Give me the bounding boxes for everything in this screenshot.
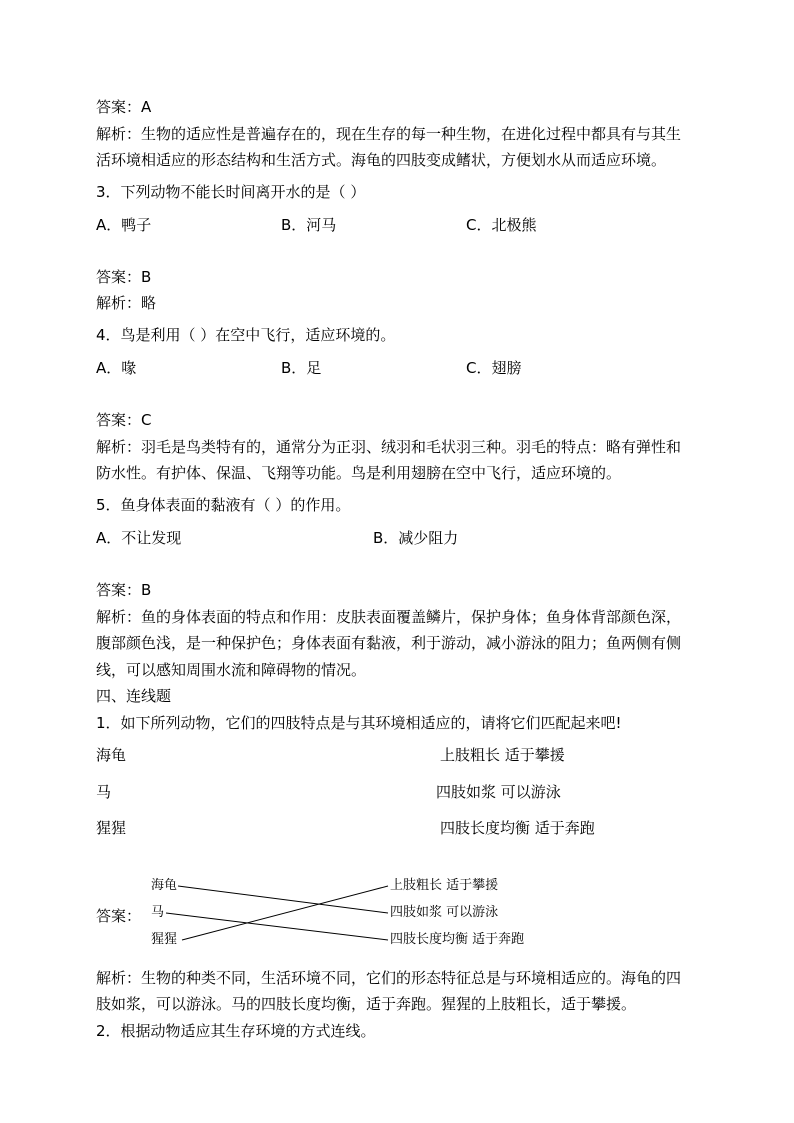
s4-q1-analysis-line-2: 肢如浆，可以游泳。马的四肢长度均衡，适于奔跑。猩猩的上肢粗长，适于攀援。: [96, 995, 637, 1013]
match-left-orangutan: 猩猩: [96, 819, 127, 837]
s4-q1-analysis-line-1: 解析：生物的种类不同，生活环境不同，它们的形态特征总是与环境相适应的。海龟的四: [96, 969, 682, 987]
q5-answer: 答案：B: [96, 581, 152, 599]
q5-analysis-line-3: 线，可以感知周围水流和障碍物的情况。: [96, 661, 367, 679]
line-turtle-to-swim: [178, 886, 388, 913]
diagram-right-climb: 上肢粗长 适于攀援: [390, 878, 499, 893]
match-left-turtle: 海龟: [96, 746, 127, 764]
diagram-right-run: 四肢长度均衡 适于奔跑: [390, 932, 525, 947]
q4-question: 4．鸟是利用（ ）在空中飞行，适应环境的。: [96, 326, 396, 344]
q5-question: 5．鱼身体表面的黏液有（ ）的作用。: [96, 496, 351, 514]
diagram-right-swim: 四肢如浆 可以游泳: [390, 905, 499, 920]
q4-option-b: B．足: [281, 359, 322, 377]
diagram-left-turtle: 海龟: [151, 878, 178, 893]
q5-option-a: A．不让发现: [96, 529, 182, 547]
q4-analysis-line-1: 解析：羽毛是鸟类特有的，通常分为正羽、绒羽和毛状羽三种。羽毛的特点：略有弹性和: [96, 438, 682, 456]
match-left-horse: 马: [96, 783, 112, 801]
match-right-run: 四肢长度均衡 适于奔跑: [440, 819, 595, 837]
q3-analysis: 解析：略: [96, 294, 157, 312]
q3-answer: 答案：B: [96, 268, 152, 286]
s4-q1-question: 1．如下所列动物，它们的四肢特点是与其环境相适应的，请将它们匹配起来吧!: [96, 714, 622, 732]
q2-answer: 答案：A: [96, 98, 152, 116]
q3-question: 3．下列动物不能长时间离开水的是（ ）: [96, 183, 366, 201]
q5-analysis-line-1: 解析：鱼的身体表面的特点和作用：皮肤表面覆盖鳞片，保护身体；鱼身体背部颜色深，: [96, 608, 682, 626]
q5-option-b: B．减少阻力: [373, 529, 459, 547]
s4-q2-question: 2．根据动物适应其生存环境的方式连线。: [96, 1022, 376, 1040]
s4-q1-answer-label: 答案：: [96, 907, 142, 925]
diagram-left-horse: 马: [151, 905, 165, 920]
line-orangutan-to-climb: [182, 886, 388, 940]
match-right-swim: 四肢如浆 可以游泳: [436, 783, 561, 801]
q3-option-a: A．鸭子: [96, 216, 152, 234]
q4-option-c: C．翅膀: [466, 359, 522, 377]
q3-option-b: B．河马: [281, 216, 337, 234]
q4-analysis-line-2: 防水性。有护体、保温、飞翔等功能。鸟是利用翅膀在空中飞行，适应环境的。: [96, 464, 622, 482]
q4-option-a: A．喙: [96, 359, 137, 377]
match-right-climb: 上肢粗长 适于攀援: [440, 746, 565, 764]
section-title: 四、连线题: [96, 687, 172, 705]
q5-analysis-line-2: 腹部颜色浅，是一种保护色；身体表面有黏液，利于游动，减小游泳的阻力；鱼两侧有侧: [96, 634, 682, 652]
diagram-left-orangutan: 猩猩: [151, 932, 178, 947]
q4-answer: 答案：C: [96, 411, 152, 429]
q2-analysis-line-1: 解析：生物的适应性是普遍存在的，现在生存的每一种生物，在进化过程中都具有与其生: [96, 125, 682, 143]
q2-analysis-line-2: 活环境相适应的形态结构和生活方式。海龟的四肢变成鳍状，方便划水从而适应环境。: [96, 151, 667, 169]
q3-option-c: C．北极熊: [466, 216, 537, 234]
